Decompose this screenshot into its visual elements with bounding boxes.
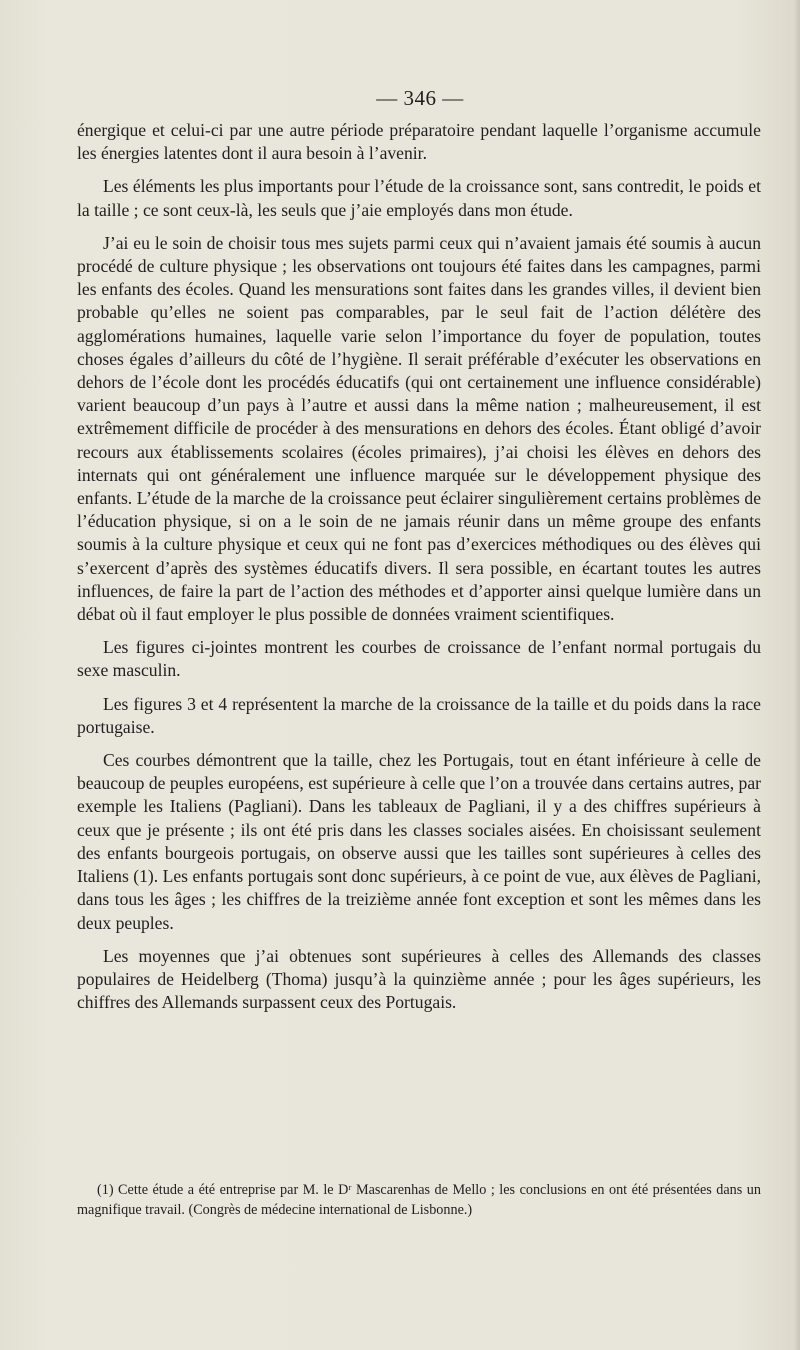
paragraph-courbes: Ces courbes démontrent que la taille, chez les Portugais, tout en étant inférieure à celle de beaucoup de peuples européens, est supérieure à celle que l’on a trouvée dans certains autres, par exemple les Italiens (Pagliani). Dans les tableaux de Pagliani, il y a des chiffres supérieurs à ceux que je présente ; ils ont été pris dans les classes sociales aisées. En choisissant seulement des enfants bourgeois portugais, on observe aussi que les tailles sont supérieures à celles des Italiens (1). Les enfants portugais sont donc supérieurs, à ce point de vue, aux élèves de Pagliani, dans tous les âges ; les chiffres de la treizième année font exception et sont les mêmes dans les deux peuples. <box>77 750 761 933</box>
paragraph-moyennes: Les moyennes que j’ai obtenues sont supérieures à celles des Allemands des classes populaires de Heidelberg (Thoma) jusqu’à la quinzième année ; pour les âges supérieurs, les chiffres des Allemands surpassent ceux des Portugais. <box>77 945 761 1013</box>
main-text <box>77 119 761 1024</box>
footnote <box>77 1181 761 1220</box>
page-edge-shadow <box>794 0 800 1350</box>
page-number: — 346 — <box>376 86 464 110</box>
footnote-text: (1) Cette étude a été entreprise par M. le Dʳ Mascarenhas de Mello ; les conclusions en ont été présentées dans un magnifique travail. (Congrès de médecine international de Lisbonne.) <box>77 1182 761 1218</box>
paragraph-figures-3-4: Les figures 3 et 4 représentent la marche de la croissance de la taille et du poids dans la race portugaise. <box>77 693 761 737</box>
paragraph-subjects: J’ai eu le soin de choisir tous mes sujets parmi ceux qui n’avaient jamais été soumis à aucun procédé de culture physique ; les observations ont toujours été faites dans les campagnes, parmi les enfants des écoles. Quand les mensurations sont faites dans les grandes villes, il devient bien probable qu’elles ne soient pas comparables, par le seul fait de l’action délétère des agglomérations humaines, laquelle varie selon l’importance du foyer de population, toutes choses égales d’ailleurs du côté de l’hygiène. Il serait préférable d’exécuter les observations en dehors de l’école dont les procédés éducatifs (qui ont certainement une influence considérable) varient beaucoup d’un pays à l’autre et aussi dans la même nation ; malheureusement, il est extrêmement difficile de procéder à des mensurations en dehors des écoles. Étant obligé d’avoir recours aux établissements scolaires (écoles primaires), j’ai choisi les élèves en dehors des internats qui ont généralement une influence marquée sur le développement physique des enfants. L’étude de la marche de la croissance peut éclairer singulièrement certains problèmes de l’éducation physique, si on a le soin de ne jamais réunir dans un même groupe des enfants soumis à la culture physique et ceux qui ne font pas d’exercices méthodiques ou des élèves qui s’exercent d’après des systèmes éducatifs divers. Il sera possible, en écartant toutes les autres influences, de faire la part de l’action des méthodes et d’apporter ainsi quelque lumière dans un débat où il faut employer le plus possible de données vraiment scientifiques. <box>77 232 761 625</box>
paragraph-elements: Les éléments les plus importants pour l’étude de la croissance sont, sans contredit, le poids et la taille ; ce sont ceux-là, les seuls que j’aie employés dans mon étude. <box>77 176 761 220</box>
paragraph-figures: Les figures ci-jointes montrent les courbes de croissance de l’enfant normal portugais du sexe masculin. <box>77 637 761 681</box>
paragraph-continuation: énergique et celui-ci par une autre période préparatoire pendant laquelle l’organisme accumule les énergies latentes dont il aura besoin à l’avenir. <box>77 120 761 164</box>
